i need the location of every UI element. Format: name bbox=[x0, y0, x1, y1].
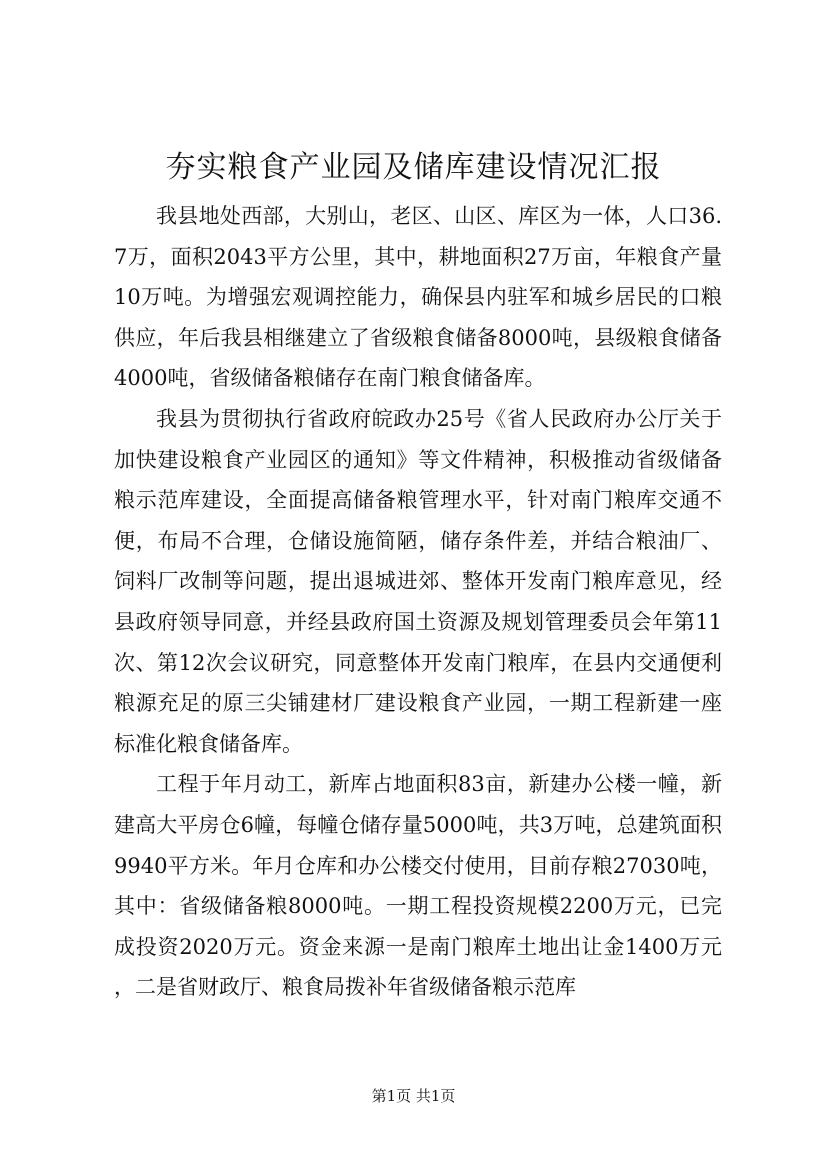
paragraph-1: 我县地处西部，大别山，老区、山区、库区为一体，人口36.7万，面积2043平方公里，其中，耕地面积27万亩，年粮食产量10万吨。为增强宏观调控能力，确保县内驻军和城乡居民的口粮供应，年后我县相继建立了省级粮食储备8000吨，县级粮食储备4000吨，省级储备粮储存在南门粮食储备库。 bbox=[114, 204, 722, 391]
paragraph-2: 我县为贯彻执行省政府皖政办25号《省人民政府办公厅关于加快建设粮食产业园区的通知》等文件精神，积极推动省级储备粮示范库建设，全面提高储备粮管理水平，针对南门粮库交通不便，布局不合理，仓储设施简陋，储存条件差，并结合粮油厂、饲料厂改制等问题，提出退城进郊、整体开发南门粮库意见，经县政府领导同意，并经县政府国土资源及规划管理委员会年第11次、第12次会议研究，同意整体开发南门粮库，在县内交通便利粮源充足的原三尖铺建材厂建设粮食产业园，一期工程新建一座标准化粮食储备库。 bbox=[114, 406, 722, 756]
document-body bbox=[114, 196, 722, 1008]
document-title: 夯实粮食产业园及储库建设情况汇报 bbox=[165, 150, 662, 185]
paragraph-3: 工程于年月动工，新库占地面积83亩，新建办公楼一幢，新建高大平房仓6幢，每幢仓储存量5000吨，共3万吨，总建筑面积9940平方米。年月仓库和办公楼交付使用，目前存粮27030吨，其中：省级储备粮8000吨。一期工程投资规模2200万元，已完成投资2020万元。资金来源一是南门粮库土地出让金1400万元，二是省财政厅、粮食局拨补年省级储备粮示范库 bbox=[114, 772, 722, 1000]
page-footer: 第1页 共1页 bbox=[371, 1087, 456, 1105]
